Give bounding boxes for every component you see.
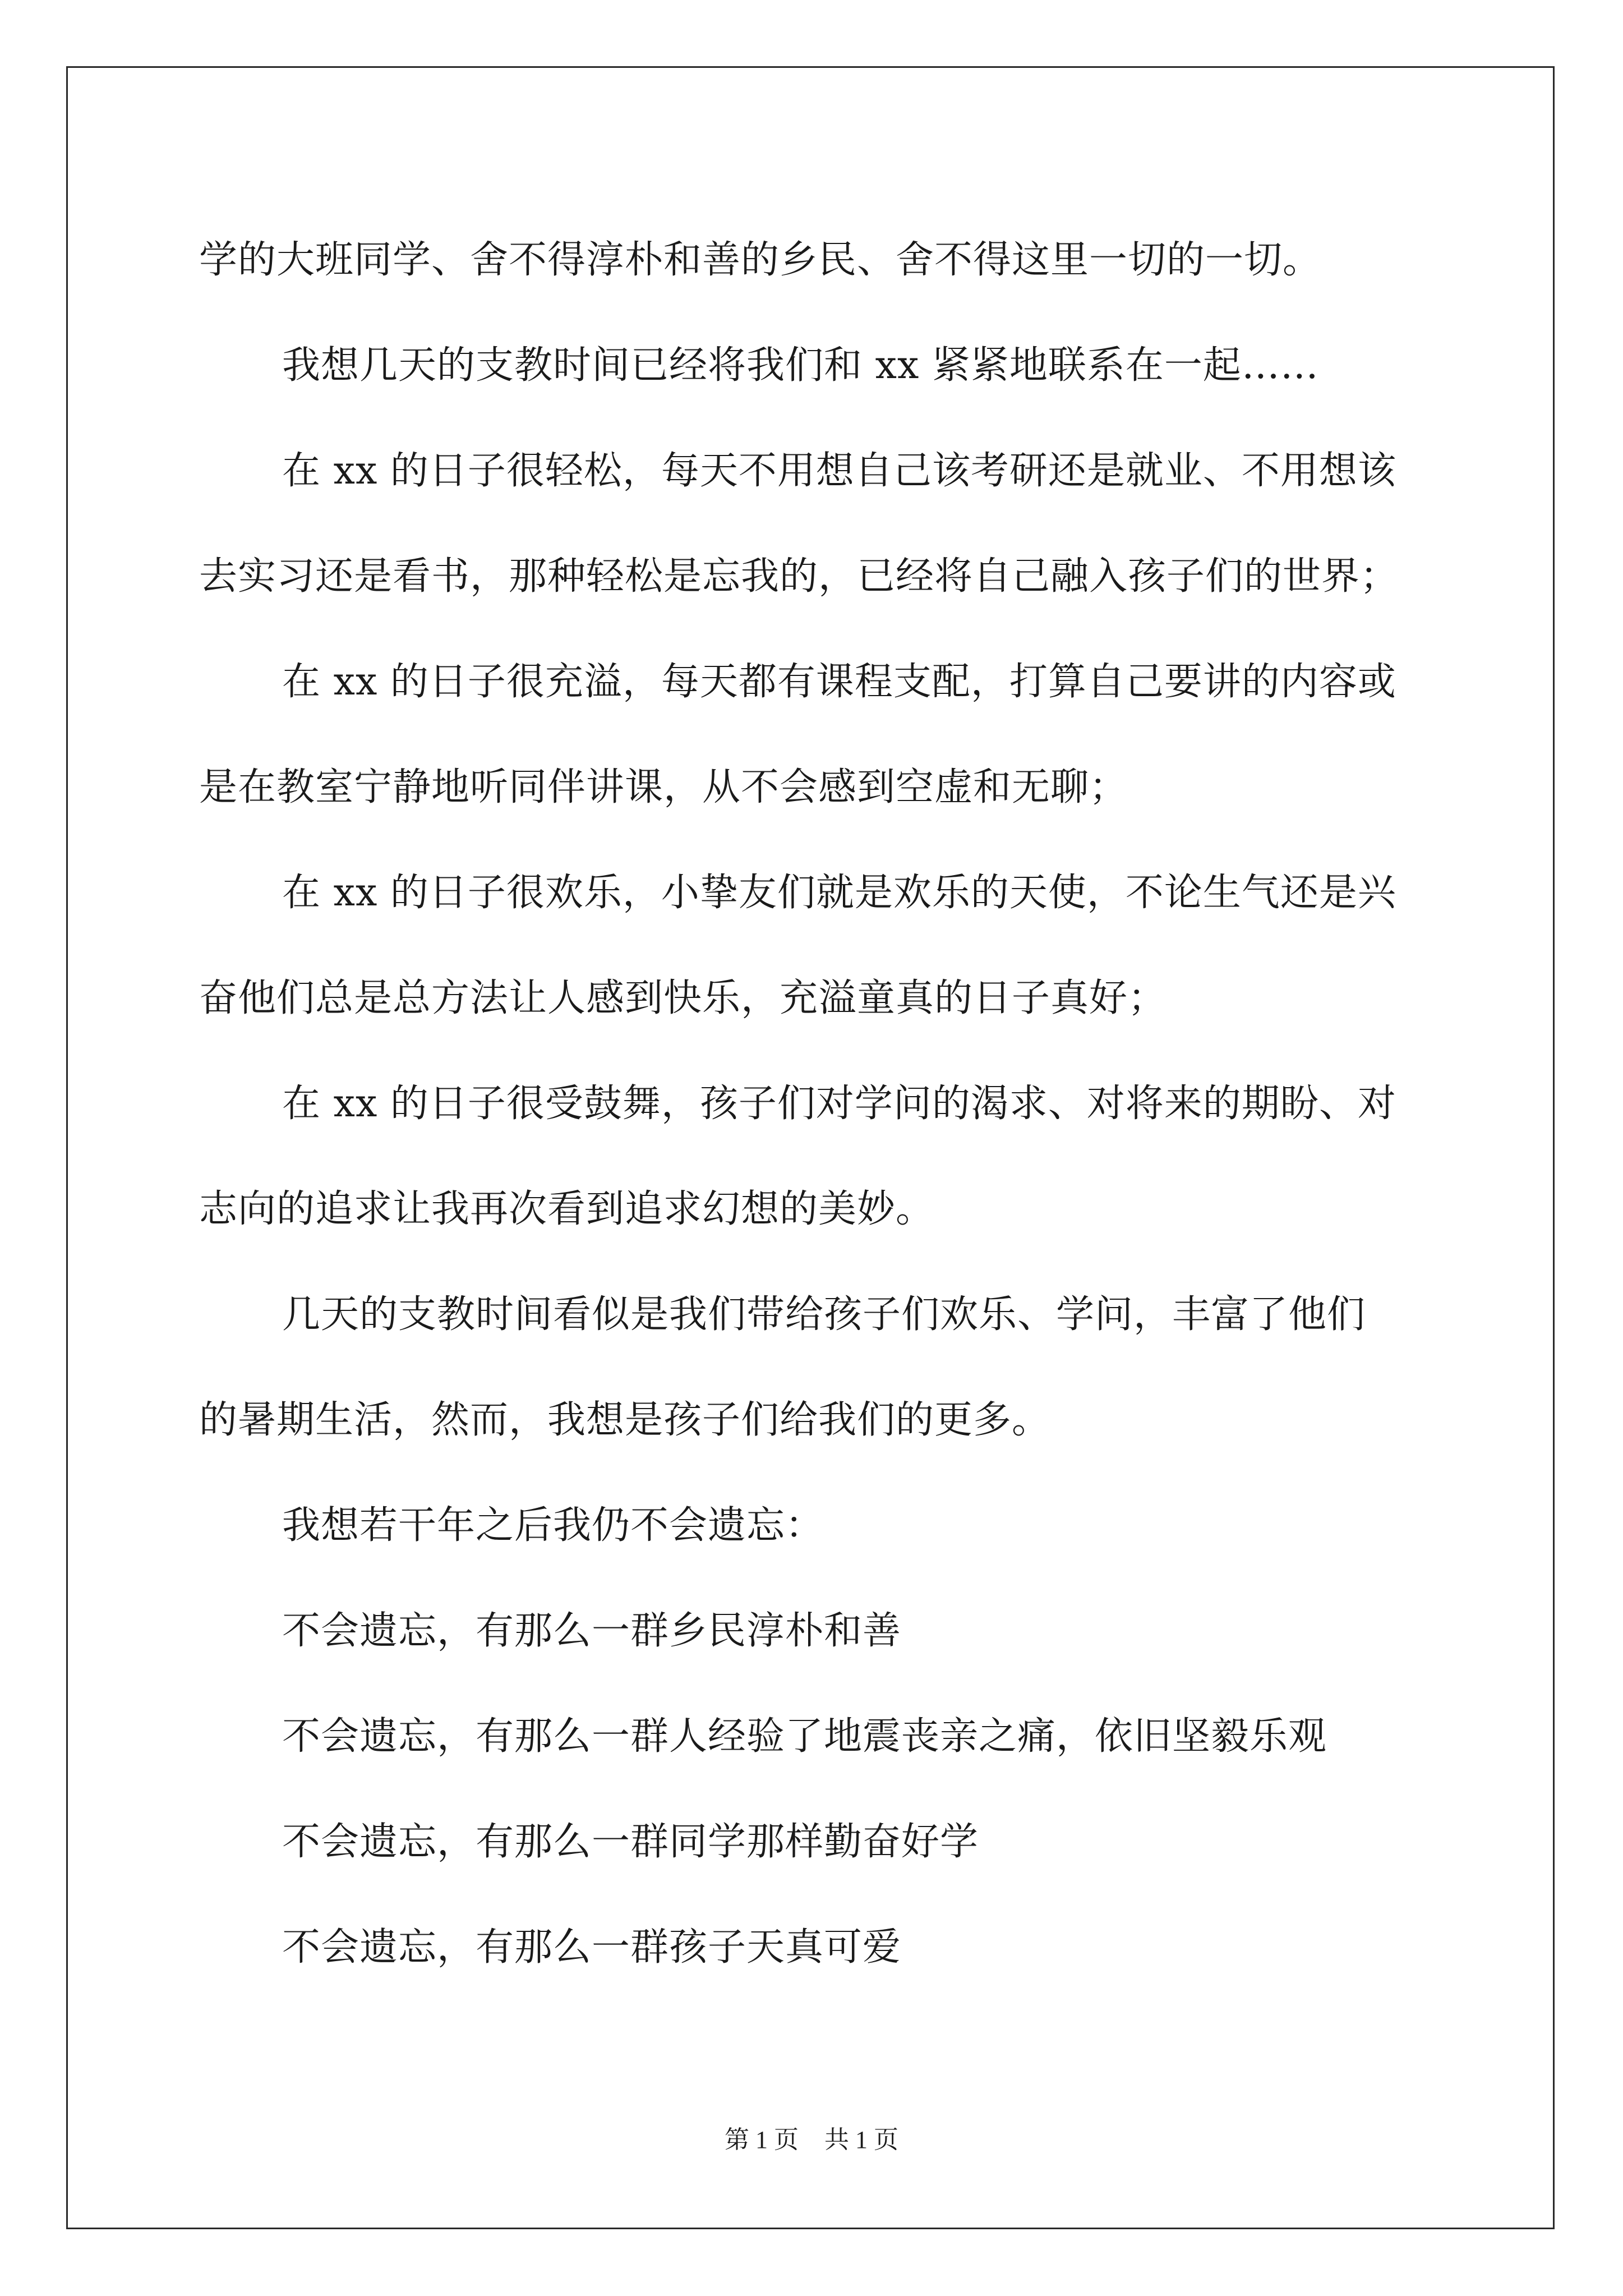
paragraph-line: 去实习还是看书，那种轻松是忘我的，已经将自己融入孩子们的世界； bbox=[199, 554, 1399, 599]
paragraph-line: 志向的追求让我再次看到追求幻想的美妙。 bbox=[199, 1187, 935, 1231]
paragraph-line: 在 xx 的日子很轻松，每天不用想自己该考研还是就业、不用想该 bbox=[282, 449, 1396, 493]
paragraph-line: 在 xx 的日子很受鼓舞，孩子们对学问的渴求、对将来的期盼、对 bbox=[282, 1082, 1396, 1126]
paragraph-line: 不会遗忘，有那么一群同学那样勤奋好学 bbox=[282, 1820, 979, 1864]
page-number: 第 1 页 bbox=[725, 2126, 799, 2154]
paragraph-line: 不会遗忘，有那么一群乡民淳朴和善 bbox=[282, 1609, 902, 1653]
paragraph-line: 在 xx 的日子很充溢，每天都有课程支配，打算自己要讲的内容或 bbox=[282, 660, 1396, 704]
paragraph-line: 我想几天的支教时间已经将我们和 xx 紧紧地联系在一起…… bbox=[282, 343, 1319, 388]
page-total: 共 1 页 bbox=[824, 2126, 898, 2154]
paragraph-line: 在 xx 的日子很欢乐，小挚友们就是欢乐的天使，不论生气还是兴 bbox=[282, 871, 1396, 915]
paragraph-line: 奋他们总是总方法让人感到快乐，充溢童真的日子真好； bbox=[199, 976, 1167, 1020]
paragraph-line: 不会遗忘，有那么一群人经验了地震丧亲之痛，依旧坚毅乐观 bbox=[282, 1714, 1327, 1759]
paragraph-line: 几天的支教时间看似是我们带给孩子们欢乐、学问，丰富了他们 bbox=[282, 1292, 1366, 1337]
paragraph-line: 我想若干年之后我仍不会遗忘： bbox=[282, 1503, 824, 1548]
page-footer bbox=[0, 2119, 1623, 2155]
paragraph-line: 是在教室宁静地听同伴讲课，从不会感到空虚和无聊； bbox=[199, 765, 1128, 809]
paragraph-line: 的暑期生活，然而，我想是孩子们给我们的更多。 bbox=[199, 1398, 1051, 1442]
document-body bbox=[199, 208, 1433, 2000]
paragraph-line: 不会遗忘，有那么一群孩子天真可爱 bbox=[282, 1925, 902, 1970]
paragraph-line: 学的大班同学、舍不得淳朴和善的乡民、舍不得这里一切的一切。 bbox=[199, 238, 1322, 282]
